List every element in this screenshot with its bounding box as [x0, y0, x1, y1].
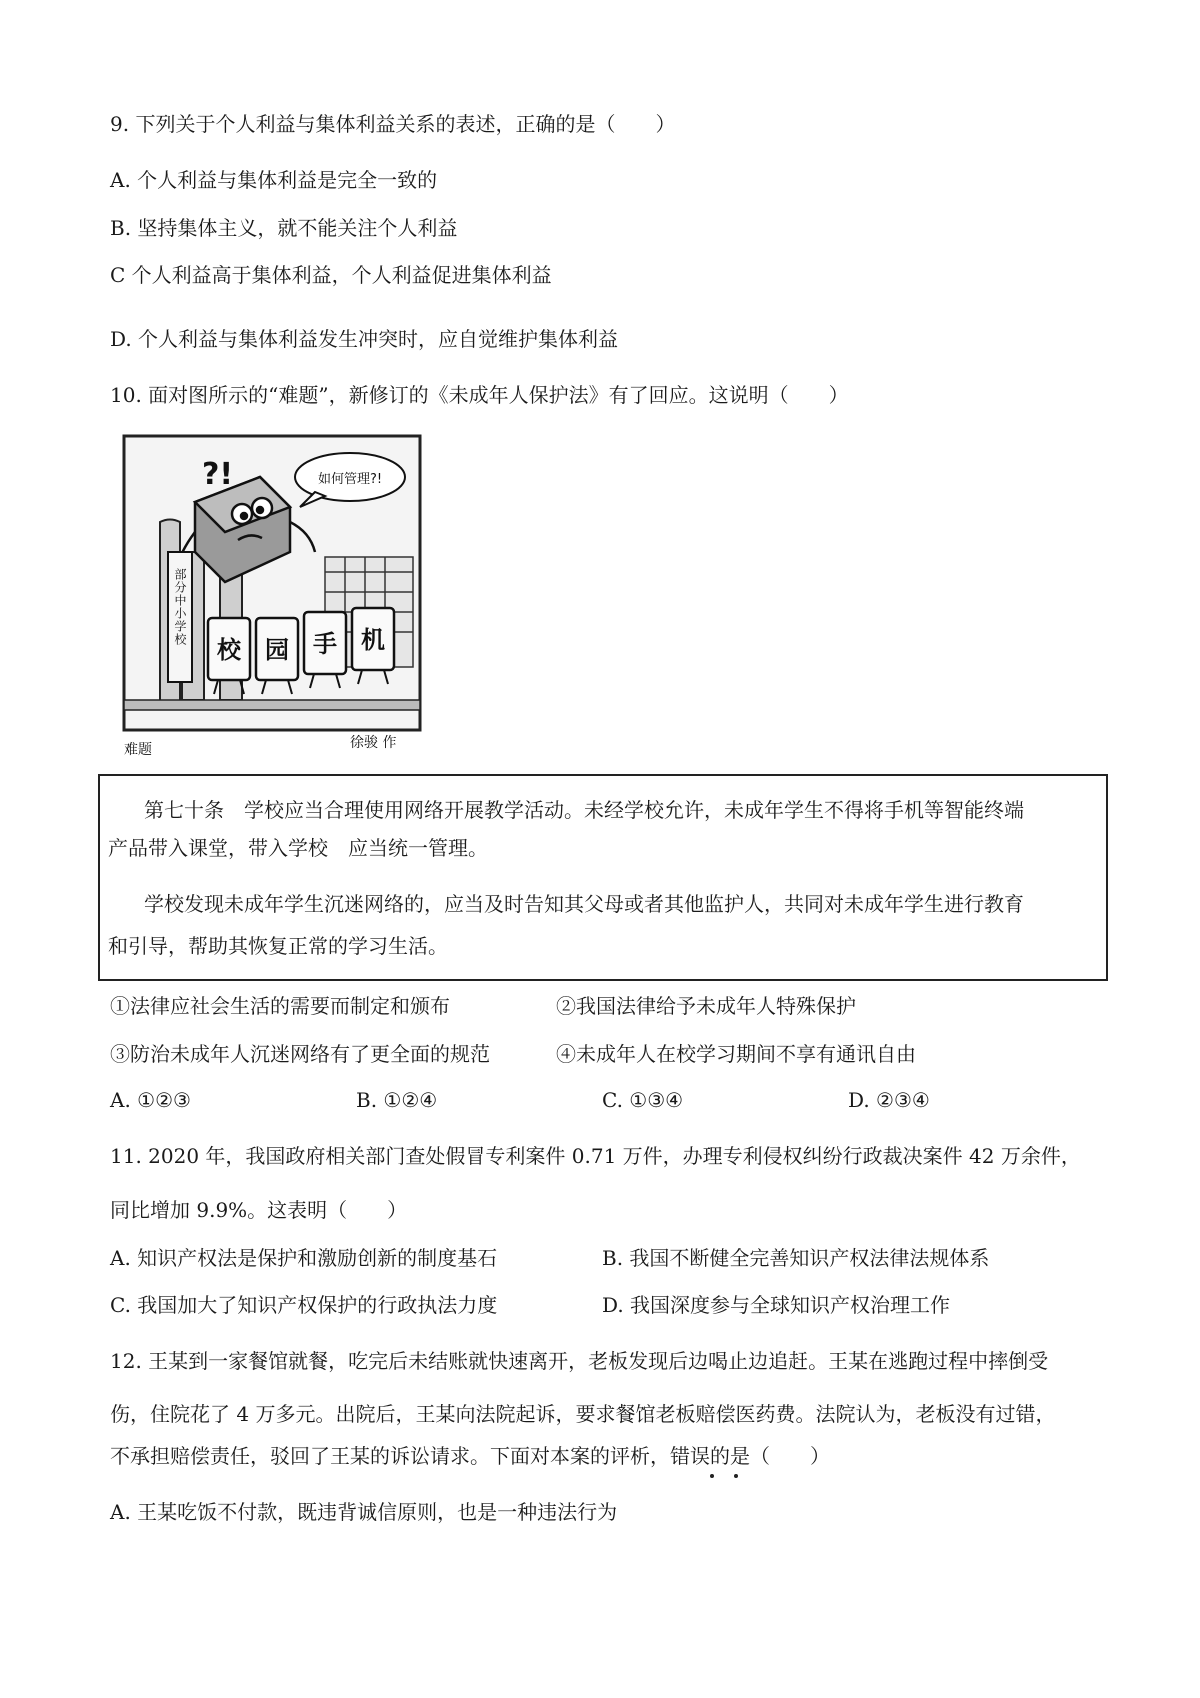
q9-option-b: B. 坚持集体主义，就不能关注个人利益 [110, 216, 458, 240]
q10-statement-1: ①法律应社会生活的需要而制定和颁布 [110, 994, 450, 1018]
q11-stem-line-1: 11. 2020 年，我国政府相关部门查处假冒专利案件 0.71 万件，办理专利侵权纠纷行政裁决案件 42 万余件， [110, 1144, 1081, 1168]
law-line-4: 和引导，帮助其恢复正常的学习生活。 [108, 934, 448, 958]
q9-option-a: A. 个人利益与集体利益是完全一致的 [110, 168, 438, 192]
emphasis-dot [710, 1474, 714, 1478]
q9-stem: 9. 下列关于个人利益与集体利益关系的表述，正确的是（ ） [110, 112, 676, 136]
q11-option-d: D. 我国深度参与全球知识产权治理工作 [602, 1293, 951, 1317]
cartoon-phone-2: 园 [265, 636, 289, 664]
q10-option-a: A. ①②③ [110, 1088, 191, 1112]
q9-option-c: C 个人利益高于集体利益，个人利益促进集体利益 [110, 263, 552, 287]
q11-stem-line-2: 同比增加 9.9%。这表明（ ） [110, 1198, 408, 1222]
cartoon-phone-1: 校 [217, 636, 241, 664]
cartoon-phone-4: 机 [361, 626, 385, 654]
q10-statement-3: ③防治未成年人沉迷网络有了更全面的规范 [110, 1042, 490, 1066]
q10-stem: 10. 面对图所示的“难题”，新修订的《未成年人保护法》有了回应。这说明（ ） [110, 383, 849, 407]
cartoon-caption-right: 徐骏 作 [350, 735, 397, 751]
law-article-box [98, 774, 1108, 981]
cartoon-school-sign: 部分中小学校 [173, 568, 187, 646]
q10-option-b: B. ①②④ [356, 1088, 438, 1112]
q11-option-c: C. 我国加大了知识产权保护的行政执法力度 [110, 1293, 498, 1317]
cartoon-image [110, 422, 440, 770]
q11-option-b: B. 我国不断健全完善知识产权法律法规体系 [602, 1246, 990, 1270]
q10-option-d: D. ②③④ [848, 1088, 930, 1112]
cartoon-caption-left: 难题 [124, 742, 152, 758]
law-line-2: 产品带入课堂，带入学校 应当统一管理。 [108, 836, 488, 860]
q12-stem-line-3: 不承担赔偿责任，驳回了王某的诉讼请求。下面对本案的评析，错误的是（ ） [110, 1444, 830, 1468]
law-line-1: 第七十条 学校应当合理使用网络开展教学活动。未经学校允许，未成年学生不得将手机等智能终端 [144, 798, 1024, 822]
q12-option-a: A. 王某吃饭不付款，既违背诚信原则，也是一种违法行为 [110, 1500, 618, 1524]
cartoon-phone-3: 手 [313, 630, 337, 658]
emphasis-dot [734, 1474, 738, 1478]
q10-statement-4: ④未成年人在校学习期间不享有通讯自由 [556, 1042, 916, 1066]
q10-option-c: C. ①③④ [602, 1088, 684, 1112]
cartoon-exclaim: ?! [202, 457, 234, 492]
cartoon-speech: 如何管理?! [317, 472, 383, 487]
q11-option-a: A. 知识产权法是保护和激励创新的制度基石 [110, 1246, 498, 1270]
q9-option-d: D. 个人利益与集体利益发生冲突时，应自觉维护集体利益 [110, 327, 619, 351]
q10-statement-2: ②我国法律给予未成年人特殊保护 [556, 994, 856, 1018]
q12-stem-line-2: 伤，住院花了 4 万多元。出院后，王某向法院起诉，要求餐馆老板赔偿医药费。法院认为，老板没有过错， [110, 1402, 1056, 1426]
q12-stem-line-1: 12. 王某到一家餐馆就餐，吃完后未结账就快速离开，老板发现后边喝止边追赶。王某在逃跑过程中摔倒受 [110, 1349, 1049, 1373]
law-line-3: 学校发现未成年学生沉迷网络的，应当及时告知其父母或者其他监护人，共同对未成年学生进行教育 [144, 892, 1024, 916]
